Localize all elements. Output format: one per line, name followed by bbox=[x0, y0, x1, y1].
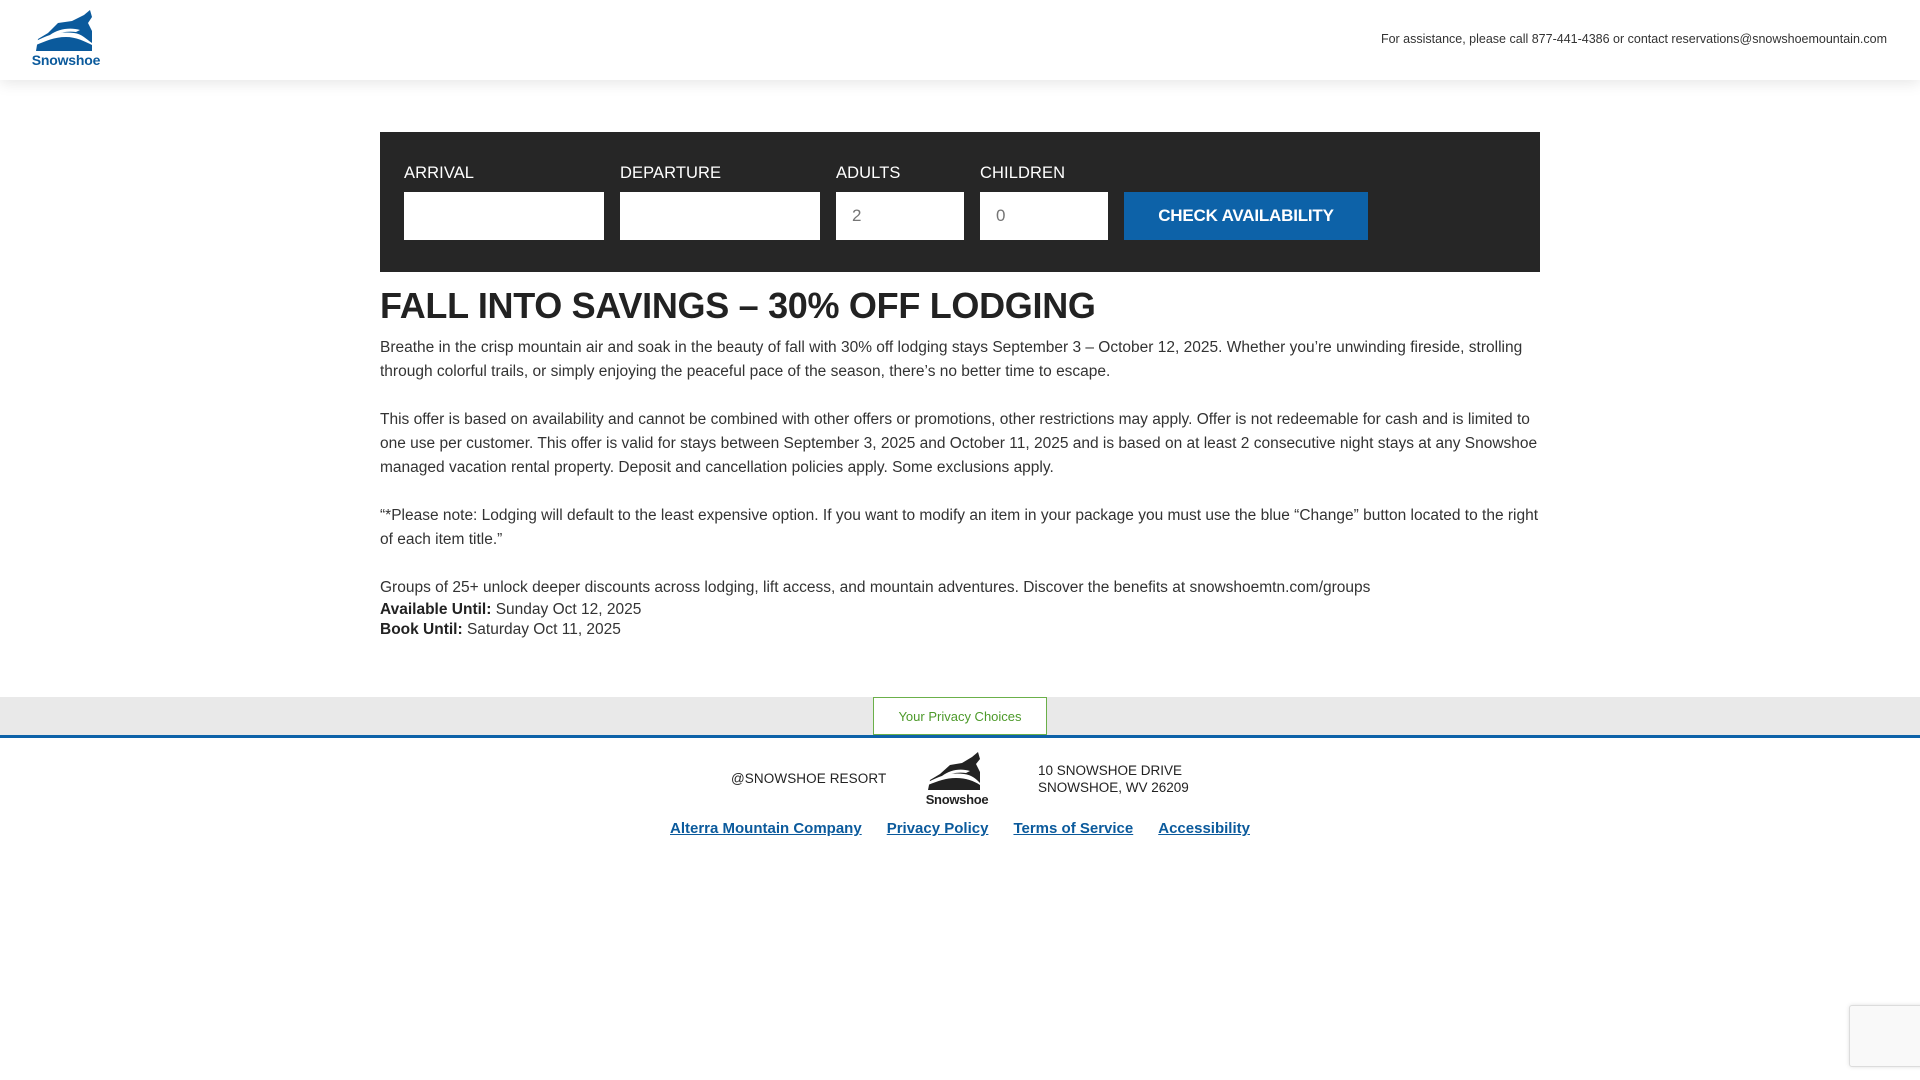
offer-content bbox=[380, 286, 1540, 640]
footer-logo-wordmark: Snowshoe bbox=[925, 792, 989, 807]
logo-wordmark: Snowshoe bbox=[31, 52, 101, 68]
arrival-input[interactable] bbox=[404, 192, 604, 240]
snowshoe-hare-logo-icon bbox=[28, 9, 104, 53]
children-label: CHILDREN bbox=[980, 164, 1066, 182]
privacy-choices-button[interactable]: Your Privacy Choices bbox=[873, 697, 1047, 735]
check-availability-button[interactable]: CHECK AVAILABILITY bbox=[1124, 192, 1368, 240]
offer-intro-paragraph: Breathe in the crisp mountain air and soak in the beauty of fall with 30% off lodging stays September 3 – October 12, 2025. Whether you’re unwinding fireside, strolling through colorful trails, or simply enjoying the peaceful pace of the season, there’s no better time to escape. bbox=[380, 339, 1523, 380]
terms-of-service-link[interactable]: Terms of Service bbox=[1013, 820, 1134, 837]
departure-label: DEPARTURE bbox=[620, 164, 722, 182]
accessibility-link[interactable]: Accessibility bbox=[1158, 820, 1250, 837]
available-until-value: Sunday Oct 12, 2025 bbox=[491, 601, 642, 618]
site-header bbox=[0, 0, 1920, 80]
offer-groups-paragraph: Groups of 25+ unlock deeper discounts across lodging, lift access, and mountain adventures. Discover the benefits at snowshoemtn.com/groups bbox=[380, 579, 1371, 596]
snowshoe-logo[interactable] bbox=[28, 9, 104, 71]
resort-address bbox=[1038, 762, 1189, 796]
offer-title: FALL INTO SAVINGS – 30% OFF LODGING bbox=[380, 285, 1096, 326]
children-input[interactable] bbox=[980, 192, 1108, 240]
book-until-label: Book Until: bbox=[380, 621, 463, 638]
assist-middle: or contact bbox=[1609, 32, 1672, 46]
address-line-1: 10 SNOWSHOE DRIVE bbox=[1038, 763, 1183, 778]
offer-note-paragraph: “*Please note: Lodging will default to the least expensive option. If you want to modify an item in your package you must use the blue “Change” button located to the right of each item title.” bbox=[380, 507, 1539, 548]
adults-label: ADULTS bbox=[836, 164, 901, 182]
privacy-policy-link[interactable]: Privacy Policy bbox=[886, 820, 989, 837]
available-until-label: Available Until: bbox=[380, 601, 492, 618]
footer-logo[interactable] bbox=[922, 752, 992, 808]
adults-field-group bbox=[836, 162, 964, 240]
footer-hare-logo-icon bbox=[922, 752, 992, 792]
address-line-2: SNOWSHOE, WV 26209 bbox=[1038, 780, 1189, 795]
arrival-label: ARRIVAL bbox=[404, 164, 475, 182]
assist-prefix: For assistance, please call bbox=[1380, 32, 1532, 46]
assistance-contact bbox=[1381, 32, 1887, 46]
booking-widget bbox=[380, 132, 1540, 272]
book-until-value: Saturday Oct 11, 2025 bbox=[462, 621, 621, 638]
alterra-link[interactable]: Alterra Mountain Company bbox=[670, 820, 862, 837]
available-until bbox=[380, 600, 1540, 620]
offer-terms-paragraph: This offer is based on availability and cannot be combined with other offers or promotions, other restrictions may apply. Offer is not redeemable for cash and is limited to one use per customer. This offer is valid for stays between September 3, 2025 and October 11, 2025 and is based on at least 2 consecutive night stays at any Snowshoe managed vacation rental property. Deposit and cancellation policies apply. Some exclusions apply. bbox=[380, 411, 1538, 476]
departure-field-group bbox=[620, 162, 820, 240]
footer-divider bbox=[0, 735, 1920, 738]
arrival-field-group bbox=[404, 162, 604, 240]
children-field-group bbox=[980, 162, 1108, 240]
email-link[interactable]: reservations@snowshoemountain.com bbox=[1671, 32, 1887, 46]
phone-link[interactable]: 877-441-4386 bbox=[1531, 32, 1610, 46]
privacy-bar bbox=[0, 697, 1920, 735]
footer-links bbox=[670, 820, 1250, 837]
social-handle-link[interactable]: @SNOWSHOE RESORT bbox=[731, 771, 887, 786]
book-until bbox=[380, 620, 1540, 640]
departure-input[interactable] bbox=[620, 192, 820, 240]
adults-input[interactable] bbox=[836, 192, 964, 240]
recaptcha-badge[interactable] bbox=[1849, 1005, 1920, 1067]
